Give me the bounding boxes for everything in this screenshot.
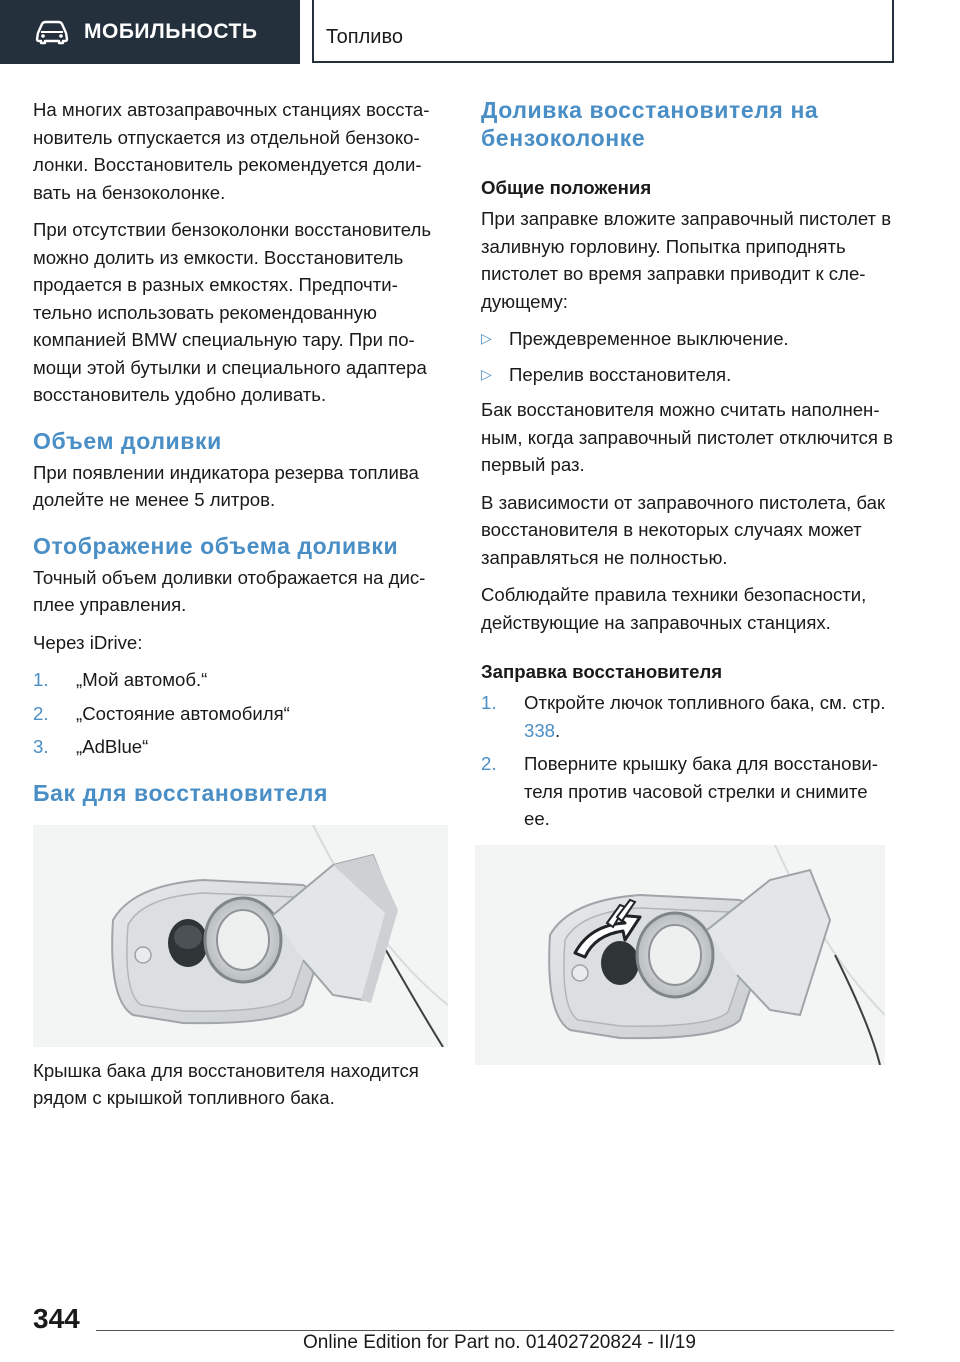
full-paragraph: Бак восстановителя можно считать наполнен-ным, когда заправочный пистолет отключится в первый раз. bbox=[481, 399, 894, 475]
section-heading: Бак для восстановителя bbox=[33, 779, 328, 806]
topic-frame bbox=[312, 0, 894, 63]
car-icon bbox=[34, 19, 70, 45]
section-text: Точный объем доливки отображается на дис-плее управления. bbox=[33, 566, 426, 615]
footer-divider bbox=[96, 1330, 894, 1331]
remove-cap-illustration bbox=[475, 845, 885, 1065]
subheading-refilling: Заправка восстановителя bbox=[481, 661, 723, 682]
safety-paragraph: Соблюдайте правила техники безопасности, действующие на заправочных станциях. bbox=[481, 584, 867, 633]
tank-cap-illustration bbox=[33, 825, 448, 1047]
list-item: 1. Откройте лючок топливного бака, см. стр. 338. bbox=[481, 692, 886, 741]
section-heading: Доливка восстановителя на бензоколонке bbox=[481, 97, 819, 151]
list-item: 1. „Мой автомоб.“ bbox=[33, 669, 208, 690]
section-tab bbox=[0, 0, 300, 64]
nozzle-paragraph: В зависимости от заправочного пистолета, бак восстановителя в некоторых случаях может заправляться не полностью. bbox=[481, 491, 886, 568]
section-tank bbox=[33, 779, 448, 1112]
subheading-general: Общие положения bbox=[481, 177, 652, 198]
figure-caption: Крышка бака для восстановителя находится рядом с крышкой топливного бака. bbox=[33, 1059, 419, 1108]
page-link[interactable]: 338 bbox=[524, 719, 556, 741]
section-refill-volume bbox=[33, 427, 448, 514]
section-text: При появлении индикатора резерва топлива долейте не менее 5 литров. bbox=[33, 461, 419, 510]
right-column bbox=[481, 96, 896, 1065]
idrive-label: Через iDrive: bbox=[33, 631, 143, 653]
general-paragraph: При заправке вложите заправочный пистолет в заливную горловину. Попытка приподнять пистолет во время заправки приводит к сле-дующему: bbox=[481, 208, 892, 312]
topic-title: Топливо bbox=[326, 26, 403, 48]
section-heading: Объем доливки bbox=[33, 427, 222, 454]
section-title: МОБИЛЬНОСТЬ bbox=[84, 20, 258, 43]
intro-paragraph: На многих автозаправочных станциях восста-новитель отпускается из отдельной бензоко-лонки. Восстановитель рекомендуется доли-вать на бензоколонке. bbox=[33, 99, 430, 203]
section-heading: Отображение объема доливки bbox=[33, 532, 399, 559]
left-column bbox=[33, 96, 448, 1122]
list-item: 2. „Состояние автомобиля“ bbox=[33, 702, 290, 724]
edition-label: Online Edition for Part no. 01402720824 - II/19 bbox=[303, 1332, 696, 1353]
consequence-list bbox=[481, 325, 896, 388]
list-item: ▷ Перелив восстановителя. bbox=[481, 361, 896, 389]
idrive-steps bbox=[33, 666, 448, 761]
canister-paragraph: При отсутствии бензоколонки восстановитель можно долить из емкости. Восстановитель продается в разных емкостях. Предпочти-тельно использовать рекомендованную компанией BMW специальную тару. При по-мощи этой бутылки и специального адаптера восстановитель удобно доливать. bbox=[33, 219, 432, 405]
refill-steps bbox=[481, 689, 896, 833]
page-header bbox=[0, 0, 960, 66]
section-display-volume bbox=[33, 532, 448, 761]
list-item: 3. „AdBlue“ bbox=[33, 736, 149, 757]
triangle-bullet-icon: ▷ bbox=[481, 365, 492, 382]
list-item: ▷ Преждевременное выключение. bbox=[481, 325, 896, 353]
list-item: 2. Поверните крышку бака для восстанови-теля против часовой стрелки и снимите ее. bbox=[481, 753, 878, 829]
triangle-bullet-icon: ▷ bbox=[481, 330, 492, 346]
page-number: 344 bbox=[33, 1303, 80, 1334]
